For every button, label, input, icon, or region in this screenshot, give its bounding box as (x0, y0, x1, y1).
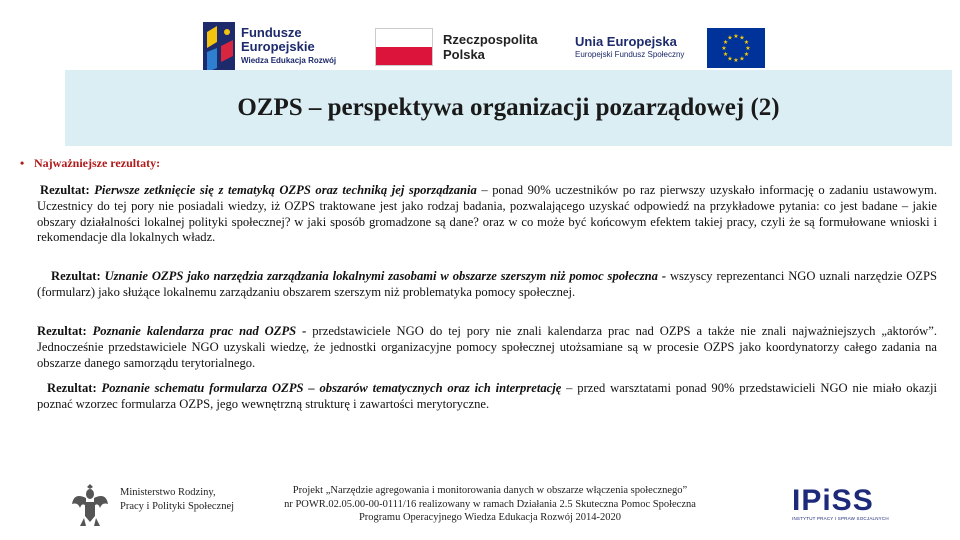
bullet-dot-icon: • (20, 156, 25, 170)
polish-flag-icon (375, 28, 433, 66)
svg-text:★: ★ (733, 57, 739, 64)
polish-eagle-icon (70, 478, 110, 528)
unia-europejska-text (575, 34, 684, 61)
unia-europejska-logo (575, 26, 765, 72)
result-text: – przed warsztatami ponad 90% przedstawicieli NGO nie miało okazji poznać wzorzec formularza OZPS, jego wewnętrzną strukturę i zawartości merytoryczne. (37, 381, 937, 411)
logo-bar (0, 18, 960, 78)
svg-text:★: ★ (722, 39, 729, 46)
project-line2: nr POWR.02.05.00-00-0111/16 realizowany w ramach Działania 2.5 Skuteczna Pomoc Społeczna (284, 498, 696, 510)
result-heading: Uznanie OZPS jako narzędzia zarządzania lokalnymi zasobami w obszarze szerszym niż pomoc społeczna - (104, 269, 667, 283)
footer (0, 470, 960, 540)
result-heading: Poznanie kalendarza prac nad OZPS - (92, 324, 307, 338)
svg-text:★: ★ (739, 34, 745, 42)
ministry-line1: Ministerstwo Rodziny, (120, 487, 216, 498)
results-bullet (20, 156, 160, 171)
svg-text:★: ★ (739, 55, 745, 63)
page-title: OZPS – perspektywa organizacji pozarządowej (2) (237, 94, 780, 121)
pl-line2: Polska (443, 47, 485, 62)
fe-line1: Fundusze (241, 25, 302, 40)
result-paragraph-4 (37, 381, 937, 413)
result-text: – ponad 90% uczestników po raz pierwszy uzyskało informację o zadaniu ustawowym. Uczestnicy do tej pory nie posiadali wiedzy, iż OZPS traktowane jest jako rodzaj badania, pozwalającego uzyskać odpowiedź na przykładowe pytania: co jest badane – jakie obszary działalności lokalnej polityki społecznej? w jaki sposób gromadzone są dane? oraz w co może być końcowym efektem takiej pracy, czyli że są formułowane wnioski i rekomendacje dla lokalnych władz. (37, 183, 937, 245)
result-label: Rezultat: (47, 381, 97, 395)
ipiss-logo (792, 486, 897, 526)
svg-text:★: ★ (733, 33, 739, 40)
ue-line1: Unia Europejska (575, 34, 677, 49)
result-heading: Poznanie schematu formularza OZPS – obszarów tematycznych oraz ich interpretację (101, 381, 562, 395)
svg-text:★: ★ (743, 39, 750, 46)
ue-line2: Europejski Fundusz Społeczny (575, 50, 685, 59)
svg-text:★: ★ (727, 55, 733, 63)
fundusze-europejskie-logo (203, 22, 353, 74)
fe-line3: Wiedza Edukacja Rozwój (241, 56, 337, 65)
ministry-line2: Pracy i Polityki Społecznej (120, 501, 235, 512)
project-info (255, 484, 725, 525)
result-label: Rezultat: (51, 269, 101, 283)
eu-flag-icon (707, 28, 765, 68)
result-label: Rezultat: (37, 324, 87, 338)
result-paragraph-1 (37, 183, 937, 246)
fundusze-europejskie-mark-icon (203, 22, 235, 74)
ipiss-subtitle: INSTYTUT PRACY I SPRAW SOCJALNYCH (792, 516, 889, 521)
svg-text:★: ★ (743, 51, 750, 58)
title-box (65, 70, 952, 146)
result-paragraph-2 (37, 269, 937, 301)
rzeczpospolita-polska-text (443, 32, 538, 62)
project-line1: Projekt „Narzędzie agregowania i monitorowania danych w obszarze włączenia społecznego” (292, 485, 688, 496)
pl-line1: Rzeczpospolita (443, 32, 538, 47)
rzeczpospolita-polska-logo (375, 28, 545, 70)
results-heading: Najważniejsze rezultaty: (34, 156, 161, 170)
result-label: Rezultat: (40, 183, 90, 197)
result-text: wszyscy reprezentanci NGO uznali narzędzie OZPS (formularz) jako służące lokalnemu zarządzaniu obszarem szerszym niż problematyka pomocy społecznej. (37, 269, 937, 299)
svg-text:★: ★ (745, 45, 751, 52)
ministry-name (120, 486, 234, 514)
result-paragraph-3 (37, 324, 937, 371)
fundusze-europejskie-text (241, 26, 336, 68)
svg-text:★: ★ (721, 45, 727, 52)
svg-text:★: ★ (727, 34, 733, 42)
ipiss-wordmark: IPiSS (792, 484, 874, 517)
svg-text:★: ★ (722, 51, 729, 58)
result-heading: Pierwsze zetknięcie się z tematyką OZPS oraz techniką jej sporządzania (94, 183, 477, 197)
fe-line2: Europejskie (241, 39, 315, 54)
result-text: przedstawiciele NGO do tej pory nie znali kalendarza prac nad OZPS a także nie znali najważniejszych „aktorów”. Jednocześnie przedstawiciele NGO uzyskali wiedzę, że jednostki organizacyjne pomocy społecznej utożsamiane są w procesie OZPS jako koordynatorzy całego zadania na obszarze danego samorządu terytorialnego. (37, 324, 937, 370)
project-line3: Programu Operacyjnego Wiedza Edukacja Rozwój 2014-2020 (358, 512, 622, 523)
